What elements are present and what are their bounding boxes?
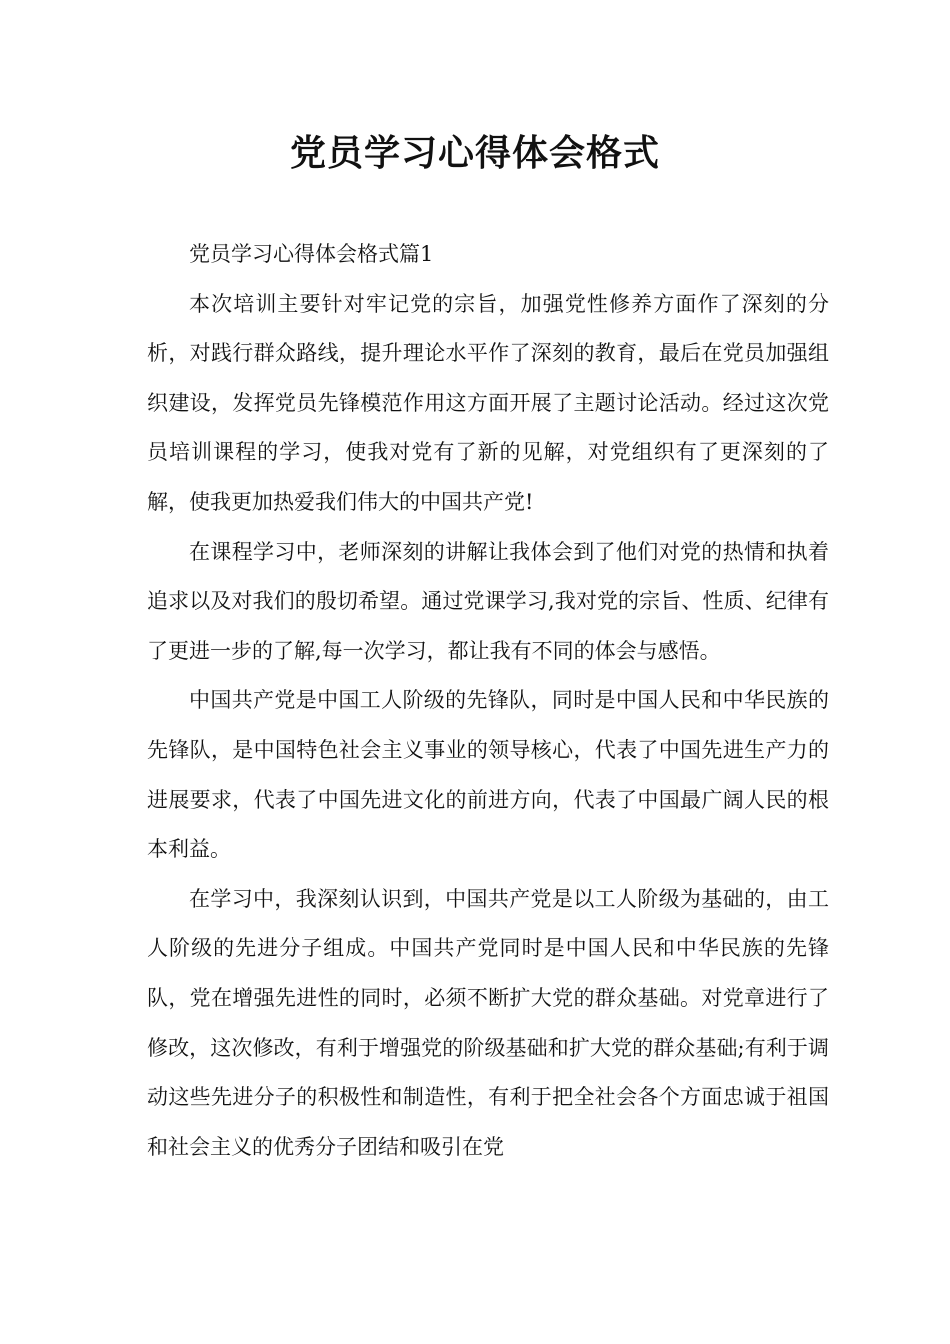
- paragraph-2: 在课程学习中，老师深刻的讲解让我体会到了他们对党的热情和执着追求以及对我们的殷切希望。通过党课学习,我对党的宗旨、性质、纪律有了更进一步的了解,每一次学习，都让我有不同的体会与感悟。: [147, 539, 829, 663]
- section-heading: 党员学习心得体会格式篇1: [189, 242, 434, 266]
- page-title: 党员学习心得体会格式: [289, 133, 660, 174]
- paragraph-3: 中国共产党是中国工人阶级的先锋队，同时是中国人民和中华民族的先锋队，是中国特色社会主义事业的领导核心，代表了中国先进生产力的进展要求，代表了中国先进文化的前进方向，代表了中国最广阔人民的根本利益。: [147, 688, 829, 862]
- document-body: [147, 230, 829, 1172]
- paragraph-1: 本次培训主要针对牢记党的宗旨，加强党性修养方面作了深刻的分析，对践行群众路线，提升理论水平作了深刻的教育，最后在党员加强组织建设，发挥党员先锋模范作用这方面开展了主题讨论活动。经过这次党员培训课程的学习，使我对党有了新的见解，对党组织有了更深刻的了解，使我更加热爱我们伟大的中国共产党!: [147, 291, 829, 514]
- paragraph-4: 在学习中，我深刻认识到，中国共产党是以工人阶级为基础的，由工人阶级的先进分子组成。中国共产党同时是中国人民和中华民族的先锋队，党在增强先进性的同时，必须不断扩大党的群众基础。对党章进行了修改，这次修改，有利于增强党的阶级基础和扩大党的群众基础;有利于调动这些先进分子的积极性和制造性，有利于把全社会各个方面忠诚于祖国和社会主义的优秀分子团结和吸引在党: [147, 886, 829, 1159]
